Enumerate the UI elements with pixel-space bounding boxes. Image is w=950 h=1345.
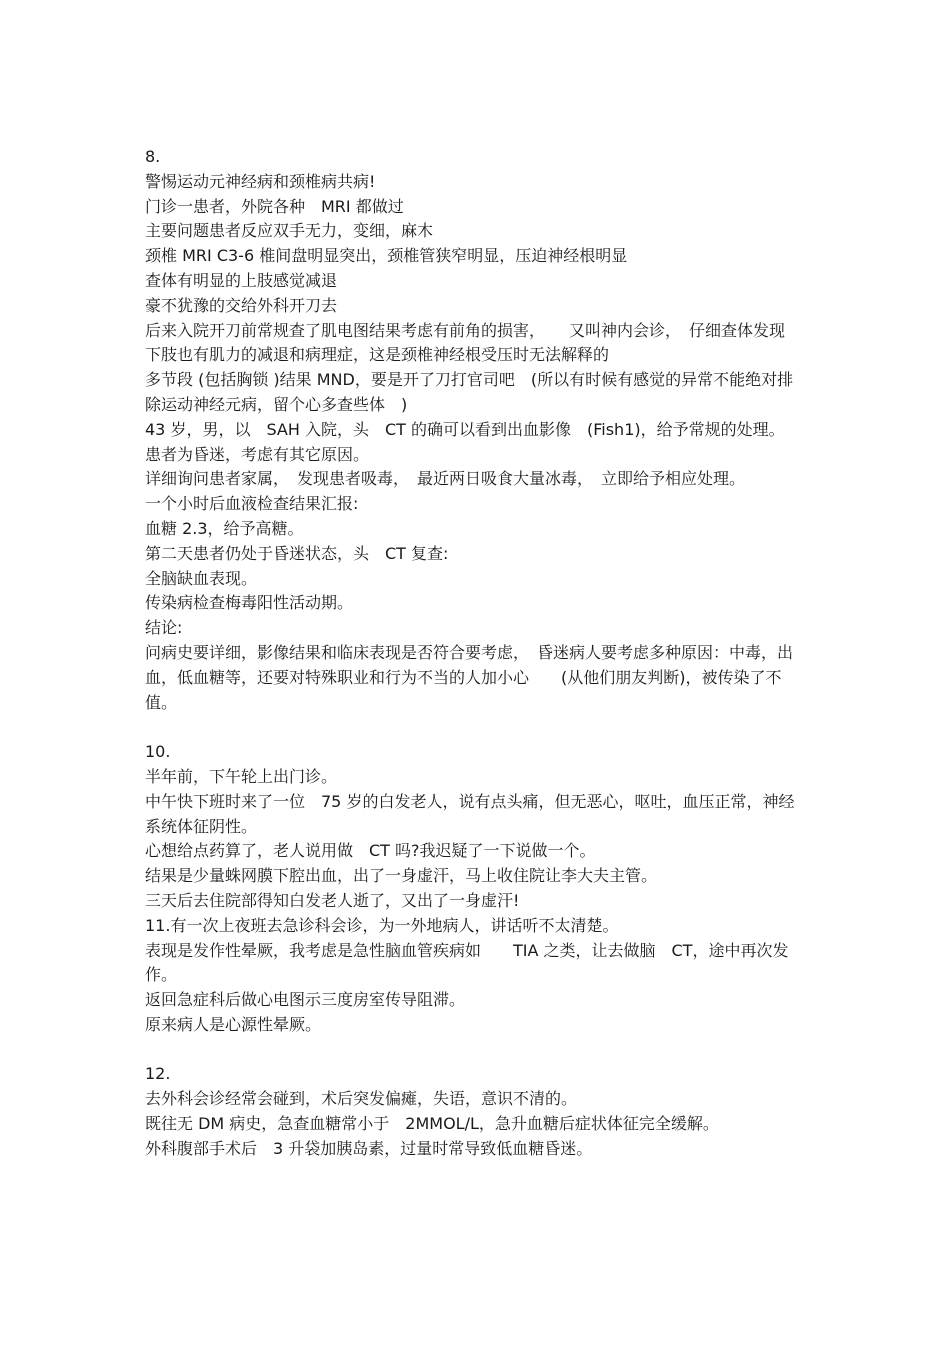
text-line: 后来入院开刀前常规查了肌电图结果考虑有前角的损害， 又叫神内会诊， 仔细查体发现 (145, 320, 786, 340)
text-line: 问病史要详细，影像结果和临床表现是否符合要考虑， 昏迷病人要考虑多种原因：中毒，出血，低血糖等，还要对特殊职业和行为不当的人加小心 (从他们朋友判断)，被传染了不值。 (145, 642, 794, 712)
text-line: 传染病检查梅毒阳性活动期。 (145, 593, 354, 613)
text-line: 查体有明显的上肢感觉减退 (145, 270, 338, 290)
text-line: 返回急症科后做心电图示三度房室传导阻滞。 (145, 990, 466, 1010)
document-body (145, 145, 807, 1162)
text-line: 三天后去住院部得知白发老人逝了，又出了一身虚汗! (145, 890, 520, 910)
text-line: 半年前，下午轮上出门诊。 (145, 766, 338, 786)
section-heading: 8. (145, 147, 161, 166)
text-line: 外科腹部手术后 3 升袋加胰岛素，过量时常导致低血糖昏迷。 (145, 1138, 593, 1158)
text-line: 原来病人是心源性晕厥。 (145, 1014, 322, 1034)
case-section-8 (145, 145, 807, 715)
text-line: 结果是少量蛛网膜下腔出血，出了一身虚汗，马上收住院让李大夫主管。 (145, 866, 658, 886)
text-line: 11.有一次上夜班去急诊科会诊，为一外地病人，讲话听不太清楚。 (145, 915, 619, 935)
text-line: 43 岁，男，以 SAH 入院，头 CT 的确可以看到出血影像 (Fish1)，给予常规的处理。 (145, 419, 785, 439)
text-line: 全脑缺血表现。 (145, 568, 258, 588)
text-line: 多节段 (包括胸锁 )结果 MND，要是开了刀打官司吧 (所以有时候有感觉的异常不能绝对排除运动神经元病，留个心多查些体 ) (145, 370, 794, 414)
text-line: 血糖 2.3，给予高糖。 (145, 518, 304, 538)
section-heading: 10. (145, 742, 171, 762)
text-line: 中午快下班时来了一位 75 岁的白发老人，说有点头痛，但无恶心，呕吐，血压正常，神经系统体征阴性。 (145, 791, 795, 836)
text-line: 详细询问患者家属， 发现患者吸毒， 最近两日吸食大量冰毒， 立即给予相应处理。 (145, 469, 746, 489)
text-line: 心想给点药算了，老人说用做 CT 吗?我迟疑了一下说做一个。 (145, 841, 596, 861)
text-line: 患者为昏迷，考虑有其它原因。 (145, 444, 370, 464)
case-section-12 (145, 1062, 807, 1161)
text-line: 表现是发作性晕厥，我考虑是急性脑血管疾病如 TIA 之类，让去做脑 CT，途中再次发作。 (145, 940, 789, 985)
text-line: 豪不犹豫的交给外科开刀去 (145, 295, 338, 315)
text-line: 颈椎 MRI C3-6 椎间盘明显突出，颈椎管狭窄明显，压迫神经根明显 (145, 246, 628, 266)
section-heading: 12. (145, 1064, 171, 1084)
text-line: 去外科会诊经常会碰到，术后突发偏瘫，失语，意识不清的。 (145, 1089, 578, 1109)
text-line: 既往无 DM 病史，急查血糖常小于 2MMOL/L，急升血糖后症状体征完全缓解。 (145, 1114, 719, 1134)
text-line: 下肢也有肌力的减退和病理症，这是颈椎神经根受压时无法解释的 (145, 345, 610, 365)
text-line: 主要问题患者反应双手无力，变细，麻木 (145, 221, 434, 241)
text-line: 警惕运动元神经病和颈椎病共病! (145, 171, 376, 191)
case-section-10 (145, 740, 807, 1038)
text-line: 一个小时后血液检查结果汇报: (145, 494, 359, 514)
text-line: 结论: (145, 618, 183, 638)
text-line: 第二天患者仍处于昏迷状态，头 CT 复查: (145, 543, 449, 563)
text-line: 门诊一患者，外院各种 MRI 都做过 (145, 196, 404, 216)
